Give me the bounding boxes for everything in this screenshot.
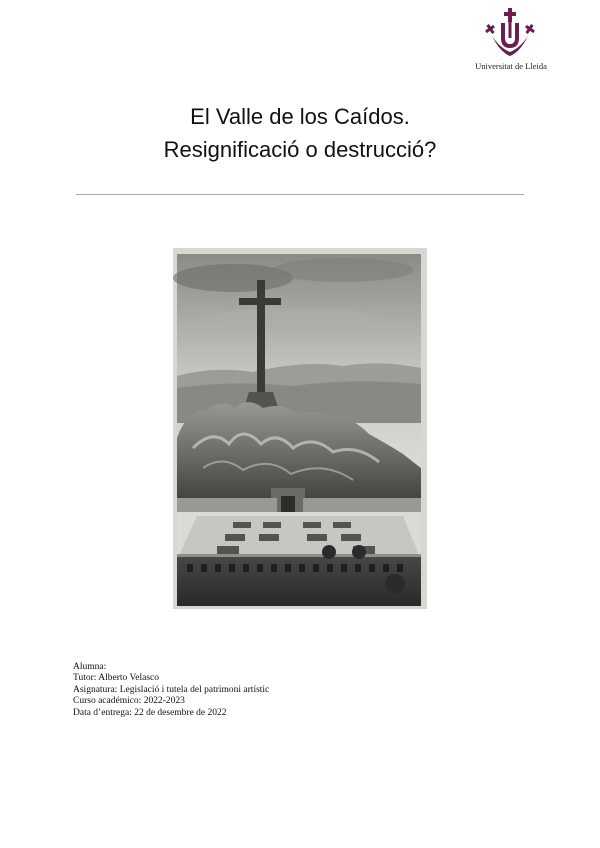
academic-year-line: Curso académico: 2022-2023 — [73, 696, 185, 707]
delivery-date-line: Data d’entrega: 22 de desembre de 2022 — [73, 707, 227, 718]
subject-line: Asignatura: Legislació i tutela del patrimoni artístic — [73, 684, 270, 695]
university-name: Universitat de Lleida — [475, 61, 547, 71]
cover-photo — [173, 248, 427, 609]
university-emblem-icon — [480, 6, 540, 58]
student-line: Alumna: — [73, 662, 107, 672]
title-line-2: Resignificació o destrucció? — [163, 137, 437, 162]
title-divider — [76, 194, 524, 195]
document-title — [0, 100, 600, 166]
document-details — [73, 662, 269, 719]
title-line-1: El Valle de los Caídos. — [190, 104, 410, 129]
university-logo — [470, 6, 552, 72]
tutor-line: Tutor: Alberto Velasco — [73, 673, 160, 684]
monument-photo-illustration — [173, 248, 427, 609]
